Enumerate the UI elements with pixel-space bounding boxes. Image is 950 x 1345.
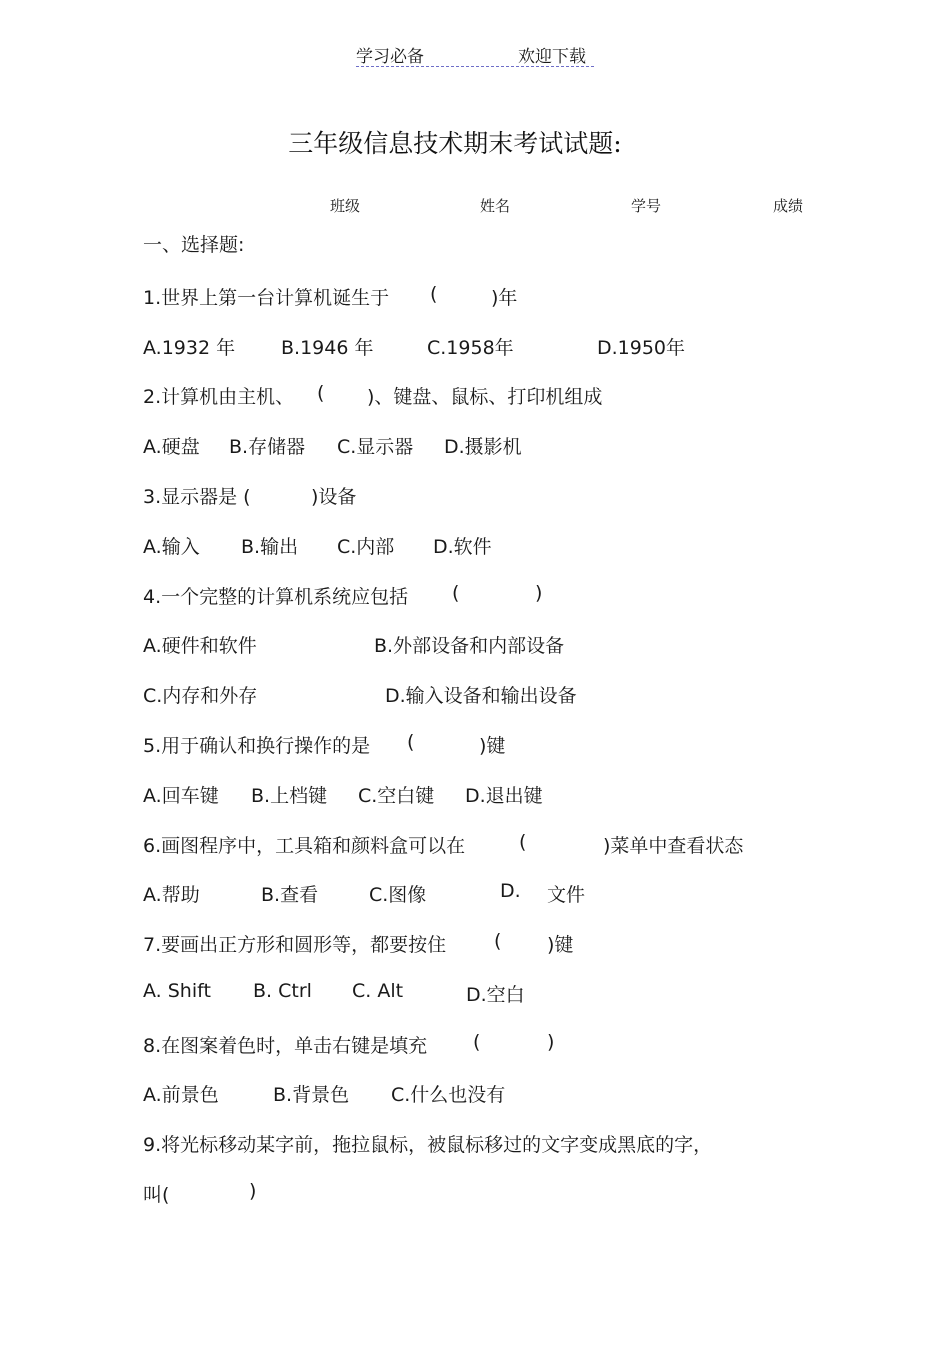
blank-close: )	[249, 1180, 257, 1202]
header-left: 学习必备	[356, 47, 424, 67]
option-c: C.1958年	[427, 337, 514, 359]
option-c: C.显示器	[337, 436, 414, 458]
question-text: 7.要画出正方形和圆形等，都要按住	[143, 934, 447, 956]
option-a: A.1932 年	[143, 337, 236, 359]
question-text: 2.计算机由主机、	[143, 386, 295, 408]
option-c: C. Alt	[352, 980, 404, 1002]
blank-open: (	[407, 731, 415, 753]
option-b: B. Ctrl	[253, 980, 312, 1002]
blank-open: (	[317, 382, 325, 404]
blank-close: )键	[547, 934, 574, 956]
blank-close: )设备	[311, 486, 357, 508]
page-header	[356, 40, 594, 67]
option-b: B.输出	[241, 536, 299, 558]
option-b: B.上档键	[251, 785, 328, 807]
question-text: 6.画图程序中，工具箱和颜料盒可以在	[143, 835, 466, 857]
option-c: C.什么也没有	[391, 1084, 506, 1106]
option-a: A.硬盘	[143, 436, 200, 458]
option-d: D.软件	[433, 536, 492, 558]
blank-open: (	[519, 831, 527, 853]
option-b: B.外部设备和内部设备	[374, 635, 565, 657]
section-heading: 一、选择题:	[143, 234, 245, 256]
option-a: A.帮助	[143, 884, 200, 906]
question-text: 8.在图案着色时，单击右键是填充	[143, 1035, 428, 1057]
field-score: 成绩	[773, 197, 804, 215]
blank-close: )、键盘、鼠标、打印机组成	[367, 386, 603, 408]
option-d-text: 文件	[547, 884, 586, 906]
page-title: 三年级信息技术期末考试试题:	[288, 129, 622, 158]
question-text: 3.显示器是 (	[143, 486, 251, 508]
blank-open: (	[452, 582, 460, 604]
question-text: 9.将光标移动某字前，拖拉鼠标，被鼠标移过的文字变成黑底的字，	[143, 1134, 713, 1156]
blank-open: (	[430, 283, 438, 305]
option-b: B.查看	[261, 884, 319, 906]
option-d: D.摄影机	[444, 436, 522, 458]
blank-close: )键	[479, 735, 506, 757]
option-c: C.空白键	[358, 785, 435, 807]
blank-open: (	[473, 1031, 481, 1053]
option-a: A.输入	[143, 536, 200, 558]
option-d: D.退出键	[465, 785, 543, 807]
field-class: 班级	[330, 197, 361, 215]
option-d: D.空白	[466, 984, 525, 1006]
option-c: C.内部	[337, 536, 395, 558]
blank-close: )	[535, 582, 543, 604]
blank-close: )菜单中查看状态	[603, 835, 744, 857]
option-d: D.输入设备和输出设备	[385, 685, 577, 707]
option-b: B.存储器	[229, 436, 306, 458]
option-b: B.背景色	[273, 1084, 350, 1106]
header-right: 欢迎下载	[518, 47, 586, 67]
field-name: 姓名	[480, 197, 511, 215]
option-a: A.硬件和软件	[143, 635, 257, 657]
blank-close: )	[547, 1031, 555, 1053]
blank-close: )年	[491, 287, 518, 309]
question-text: 1.世界上第一台计算机诞生于	[143, 287, 390, 309]
option-d: D.1950年	[597, 337, 686, 359]
question-text: 4.一个完整的计算机系统应包括	[143, 586, 409, 608]
option-c: C.图像	[369, 884, 427, 906]
blank-open: (	[494, 930, 502, 952]
option-c: C.内存和外存	[143, 685, 258, 707]
option-b: B.1946 年	[281, 337, 374, 359]
option-a: A. Shift	[143, 980, 211, 1002]
option-a: A.回车键	[143, 785, 219, 807]
question-text: 5.用于确认和换行操作的是	[143, 735, 371, 757]
field-student-id: 学号	[631, 197, 662, 215]
option-a: A.前景色	[143, 1084, 219, 1106]
option-d: D.	[500, 880, 521, 902]
question-text: 叫(	[143, 1184, 170, 1206]
